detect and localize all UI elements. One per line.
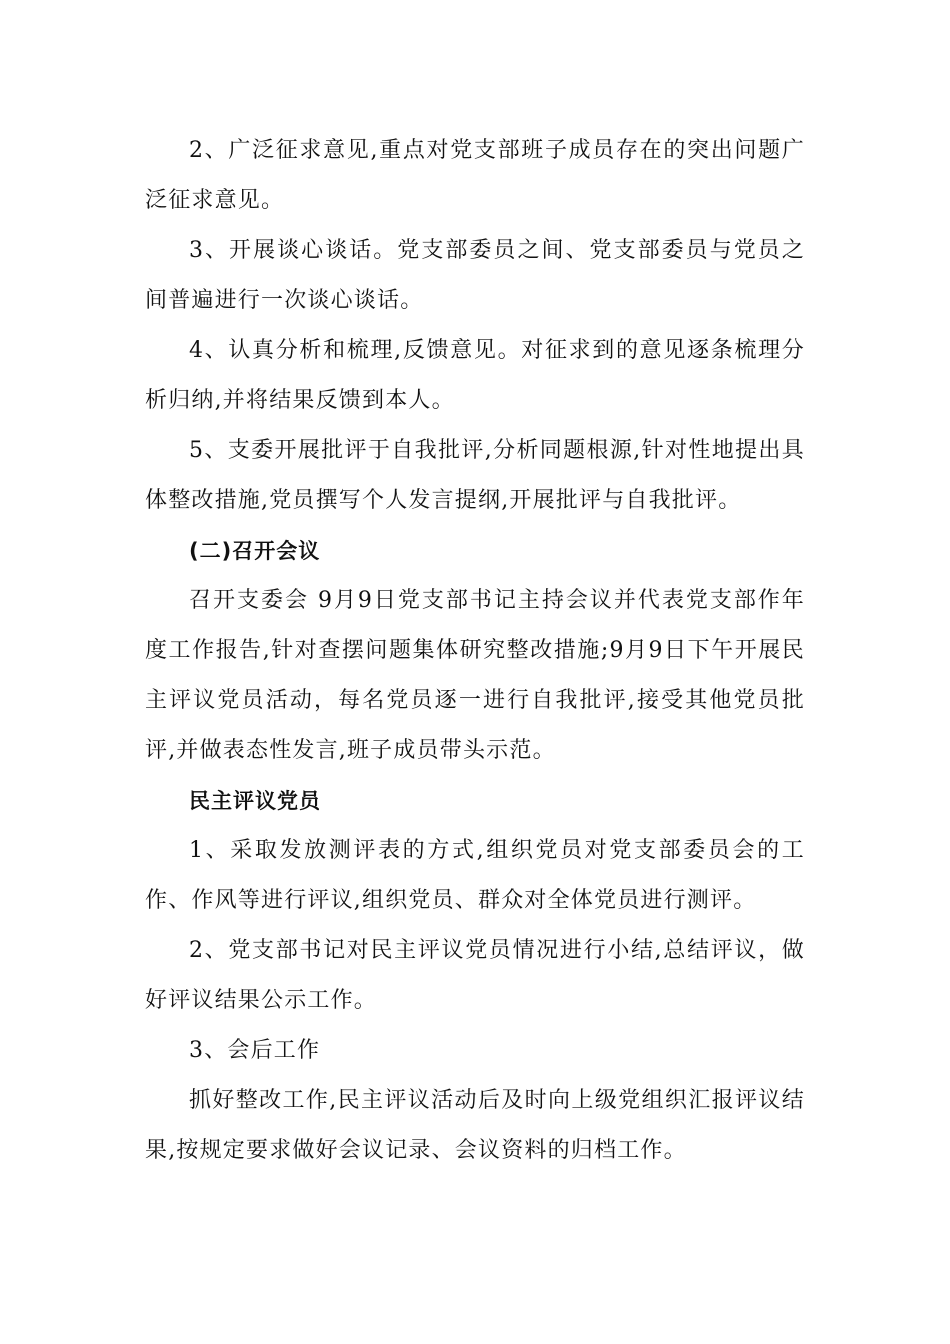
paragraph-item-5: 5、支委开展批评于自我批评,分析同题根源,针对性地提出具体整改措施,党员撰写个人发言提纲,开展批评与自我批评。	[145, 438, 805, 513]
paragraph-meeting: 召开支委会 9月9日党支部书记主持会议并代表党支部作年度工作报告,针对查摆问题集体研究整改措施;9月9日下午开展民主评议党员活动，每名党员逐一进行自我批评,接受其他党员批评,并做表态性发言,班子成员带头示范。	[145, 588, 805, 763]
section-heading-meeting: (二)召开会议	[189, 539, 321, 563]
paragraph-item-4: 4、认真分析和梳理,反馈意见。对征求到的意见逐条梳理分析归纳,并将结果反馈到本人。	[145, 338, 805, 413]
paragraph-item-2: 2、广泛征求意见,重点对党支部班子成员存在的突出问题广泛征求意见。	[145, 138, 805, 213]
paragraph-evaluation-2: 2、党支部书记对民主评议党员情况进行小结,总结评议，做好评议结果公示工作。	[145, 938, 805, 1013]
paragraph-evaluation-1: 1、采取发放测评表的方式,组织党员对党支部委员会的工作、作风等进行评议,组织党员、群众对全体党员进行测评。	[145, 838, 805, 913]
paragraph-evaluation-3: 3、会后工作	[189, 1038, 321, 1063]
paragraph-item-3: 3、开展谈心谈话。党支部委员之间、党支部委员与党员之间普遍进行一次谈心谈话。	[145, 238, 805, 313]
document-body	[145, 126, 805, 1176]
paragraph-followup: 抓好整改工作,民主评议活动后及时向上级党组织汇报评议结果,按规定要求做好会议记录、会议资料的归档工作。	[145, 1088, 805, 1163]
section-heading-evaluation: 民主评议党员	[189, 789, 321, 813]
